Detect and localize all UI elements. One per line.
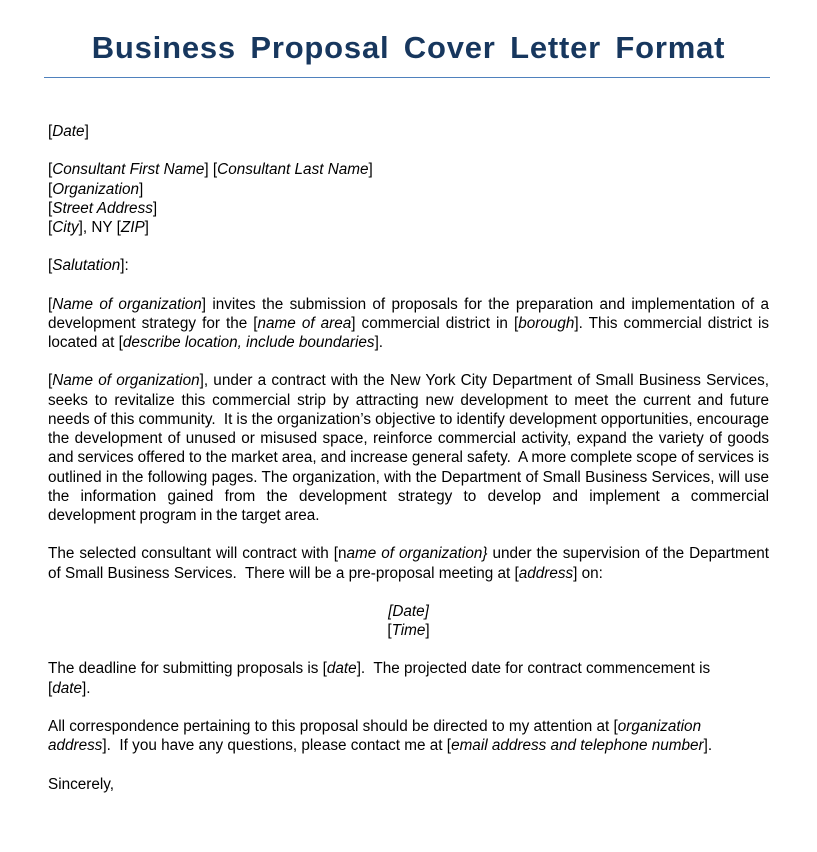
commencement-date-placeholder: date: [52, 679, 83, 697]
organization-placeholder: Organization: [52, 180, 139, 198]
contact-placeholder: email address and telephone number: [451, 737, 704, 755]
paragraph-2: [Name of organization], under a contract with the New York City Department of Small Business Services, seeks to revitalize this commercial strip by attracting new development to meet the current and future needs of this community. It is the organization’s objective to identify development opportunities, encourage the development of unused or misused space, reinforce commercial activity, expand the variety of goods and services offered to the market area, and increase general safety. A more complete scope of services is outlined in the following pages. The organization, with the Department of Small Business Services, will use the information gained from the development strategy to develop and implement a commercial development program in the target area.: [48, 372, 773, 524]
p1-text-2: commercial district in: [361, 314, 508, 332]
p4-text-1: The deadline for submitting proposals is: [48, 660, 319, 678]
p2-text: , under a contract with the New York City Department of Small Business Services, seeks to revitalize this commercial strip by attracting new development to meet the current and future needs of this community. It is the organization’s objective to identify development opportunities, encourage the development of unused or misused space, reinforce commercial activity, expand the variety of goods and services offered to the market area, and increase general safety. A more complete scope of services is outlined in the following pages. The organization, with the Department of Small Business Services, will use the information gained from the development strategy to develop and implement a commercial development program in the target area.: [48, 372, 773, 524]
org-name-placeholder: ame of organization}: [346, 545, 488, 563]
p3-text-3: on:: [581, 564, 603, 582]
p3-text-1: The selected consultant will contract with [n: [48, 545, 347, 563]
p4-text-3: is: [699, 660, 711, 678]
street-line: [Street Address]: [48, 199, 158, 217]
paragraph-1: [Name of organization] invites the submission of proposals for the preparation and implementation of a development strategy for the [name of area] commercial district in [borough]. This commercial district is located at [describe location, include boundaries].: [48, 295, 770, 352]
document-title: Business Proposal Cover Letter Format: [91, 30, 726, 65]
org-name-placeholder: Name of organization: [52, 295, 202, 313]
consultant-name-line: [Consultant First Name] [Consultant Last Name]: [48, 161, 373, 179]
meeting-time: [Time]: [387, 622, 430, 640]
org-name-placeholder: Name of organization: [52, 372, 200, 390]
paragraph-5: All correspondence pertaining to this proposal should be directed to my attention at [organization address]. If you have any questions, please contact me at [email address and telephone number].: [48, 718, 713, 755]
p3-text-2: under the supervision of the Department of Small Business Services. There will be a pre-proposal meeting at: [48, 545, 774, 582]
meeting-date: [48, 602, 769, 621]
p4-text-2: The projected date for contract commencement: [373, 660, 695, 678]
organization-line: [Organization]: [48, 180, 144, 198]
p5-text-1: All correspondence pertaining to this proposal should be directed to my attention at: [48, 718, 610, 736]
street-address-placeholder: Street Address: [52, 199, 153, 217]
date-placeholder: Date: [52, 123, 85, 140]
area-placeholder: name of area: [257, 314, 352, 332]
location-placeholder: describe location, include boundaries: [122, 334, 375, 352]
consultant-last-name: Consultant Last Name: [217, 161, 369, 179]
paragraph-4: The deadline for submitting proposals is [date]. The projected date for contract commencement is [date].: [48, 660, 711, 697]
city-placeholder: City: [52, 218, 79, 236]
city-line: [City], NY [ZIP]: [48, 218, 149, 236]
letter-body: [48, 122, 774, 794]
org-address-placeholder: organization address: [48, 718, 702, 755]
paragraph-3: The selected consultant will contract with [name of organization} under the supervision of the Department of Small Business Services. There will be a pre-proposal meeting at [address] on:: [48, 545, 774, 582]
borough-placeholder: borough: [518, 314, 575, 332]
title-divider: [44, 77, 770, 78]
p5-text-2: If you have any questions, please contact me at: [119, 737, 443, 755]
p1-text-3: This commercial district is located at: [48, 314, 770, 352]
state: NY: [91, 218, 113, 236]
salutation-line: [Salutation]:: [48, 257, 129, 275]
p1-text-1: invites the submission of proposals for the preparation and implementation of a development strategy for the: [48, 295, 770, 332]
zip-placeholder: ZIP: [120, 218, 145, 236]
meeting-time-placeholder: Time: [391, 622, 426, 640]
meeting-date-placeholder: [Date]: [388, 602, 429, 620]
date-line: [Date]: [48, 123, 89, 140]
address-placeholder: address: [518, 564, 574, 582]
consultant-first-name: Consultant First Name: [52, 161, 205, 179]
salutation-placeholder: Salutation: [52, 257, 121, 275]
closing: Sincerely,: [48, 775, 115, 793]
deadline-date-placeholder: date: [326, 660, 357, 678]
